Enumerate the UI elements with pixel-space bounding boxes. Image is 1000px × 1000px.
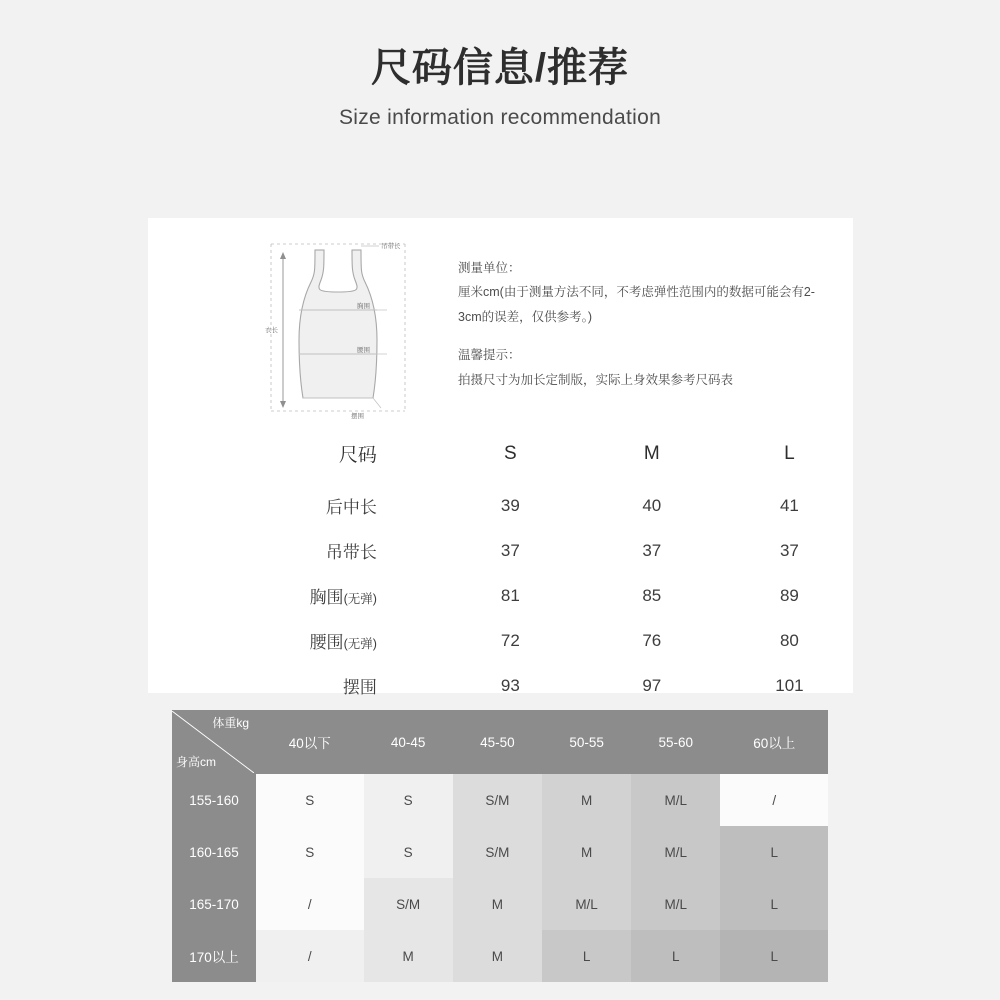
table-row bbox=[148, 483, 853, 528]
header-l: L bbox=[784, 442, 795, 464]
matrix-cell: M bbox=[453, 878, 542, 930]
matrix-cell: / bbox=[256, 930, 364, 982]
measurement-notes bbox=[458, 256, 818, 392]
page-title: 尺码信息/推荐 bbox=[370, 46, 630, 90]
label-waist: 腰围 bbox=[357, 347, 370, 354]
matrix-col-header: 55-60 bbox=[631, 710, 720, 774]
matrix-row-header: 165-170 bbox=[172, 878, 256, 930]
row-label: 后中长 bbox=[325, 498, 377, 517]
page-subtitle: Size information recommendation bbox=[338, 106, 662, 129]
matrix-cell: S bbox=[256, 774, 364, 826]
cell-s: 72 bbox=[500, 630, 520, 650]
matrix-row-header: 160-165 bbox=[172, 826, 256, 878]
matrix-cell: / bbox=[720, 774, 828, 826]
header-size: 尺码 bbox=[338, 445, 377, 466]
matrix-cell: L bbox=[720, 878, 828, 930]
row-label: 胸围(无弹) bbox=[309, 588, 377, 607]
matrix-col-header: 50-55 bbox=[542, 710, 631, 774]
svg-text:衣长: 衣长 bbox=[265, 327, 278, 334]
tip-note-text: 拍摄尺寸为加长定制版，实际上身效果参考尺码表 bbox=[458, 372, 734, 387]
cell-s: 81 bbox=[500, 585, 520, 605]
matrix-row bbox=[172, 930, 828, 982]
cell-s: 37 bbox=[500, 540, 520, 560]
matrix-cell: S bbox=[364, 826, 453, 878]
matrix-cell: L bbox=[720, 826, 828, 878]
matrix-cell: M bbox=[542, 774, 631, 826]
matrix-cell: / bbox=[256, 878, 364, 930]
cell-s: 39 bbox=[500, 495, 520, 515]
matrix-cell: L bbox=[720, 930, 828, 982]
cell-s: 93 bbox=[500, 675, 520, 695]
label-strap-length: 吊带长 bbox=[381, 243, 401, 250]
corner-height-label: 身高cm bbox=[176, 755, 216, 769]
table-row bbox=[148, 528, 853, 573]
matrix-row bbox=[172, 878, 828, 930]
matrix-col-header: 45-50 bbox=[453, 710, 542, 774]
row-label: 吊带长 bbox=[325, 543, 377, 562]
matrix-cell: M/L bbox=[631, 826, 720, 878]
cell-l: 80 bbox=[779, 630, 799, 650]
matrix-cell: L bbox=[542, 930, 631, 982]
header-s: S bbox=[503, 442, 517, 464]
cell-m: 40 bbox=[642, 495, 662, 515]
cell-l: 37 bbox=[779, 540, 799, 560]
matrix-header-row bbox=[172, 710, 828, 774]
table-row bbox=[148, 618, 853, 663]
matrix-cell: S/M bbox=[364, 878, 453, 930]
matrix-corner-cell bbox=[172, 710, 256, 774]
unit-note-text: 厘米cm(由于测量方法不同，不考虑弹性范围内的数据可能会有2-3cm的误差，仅供参考。) bbox=[458, 285, 815, 324]
header-m: M bbox=[643, 442, 660, 464]
size-measurement-table bbox=[148, 430, 853, 708]
matrix-cell: M bbox=[542, 826, 631, 878]
corner-weight-label: 体重kg bbox=[212, 716, 249, 730]
matrix-row-header: 170以上 bbox=[172, 930, 256, 982]
matrix-row bbox=[172, 774, 828, 826]
matrix-cell: M/L bbox=[631, 774, 720, 826]
cell-m: 37 bbox=[642, 540, 662, 560]
matrix-cell: S bbox=[256, 826, 364, 878]
matrix-row bbox=[172, 826, 828, 878]
cell-l: 89 bbox=[779, 585, 799, 605]
matrix-cell: S bbox=[364, 774, 453, 826]
matrix-cell: S/M bbox=[453, 774, 542, 826]
table-row bbox=[148, 663, 853, 708]
label-bust: 胸围 bbox=[357, 303, 370, 310]
row-label: 摆围 bbox=[342, 678, 377, 697]
matrix-cell: L bbox=[631, 930, 720, 982]
tip-note-title: 温馨提示： bbox=[458, 348, 521, 363]
cell-m: 76 bbox=[642, 630, 662, 650]
cell-l: 41 bbox=[779, 495, 799, 515]
matrix-cell: S/M bbox=[453, 826, 542, 878]
page-header bbox=[0, 0, 1000, 130]
cell-l: 101 bbox=[775, 675, 804, 695]
matrix-row-header: 155-160 bbox=[172, 774, 256, 826]
row-label: 腰围(无弹) bbox=[309, 633, 377, 652]
content-panel bbox=[148, 218, 853, 697]
unit-note bbox=[458, 256, 818, 329]
matrix-col-header: 40以下 bbox=[256, 710, 364, 774]
matrix-cell: M bbox=[364, 930, 453, 982]
matrix-cell: M bbox=[453, 930, 542, 982]
table-header-row bbox=[148, 430, 853, 483]
size-recommendation-matrix bbox=[172, 710, 828, 982]
matrix-col-header: 40-45 bbox=[364, 710, 453, 774]
table-row bbox=[148, 573, 853, 618]
matrix-cell: M/L bbox=[631, 878, 720, 930]
matrix-cell: M/L bbox=[542, 878, 631, 930]
cell-m: 97 bbox=[642, 675, 662, 695]
cell-m: 85 bbox=[642, 585, 662, 605]
label-hem: 摆围 bbox=[351, 413, 364, 420]
unit-note-title: 测量单位： bbox=[458, 261, 521, 275]
tip-note bbox=[458, 343, 818, 392]
garment-illustration bbox=[253, 236, 483, 426]
matrix-col-header: 60以上 bbox=[720, 710, 828, 774]
